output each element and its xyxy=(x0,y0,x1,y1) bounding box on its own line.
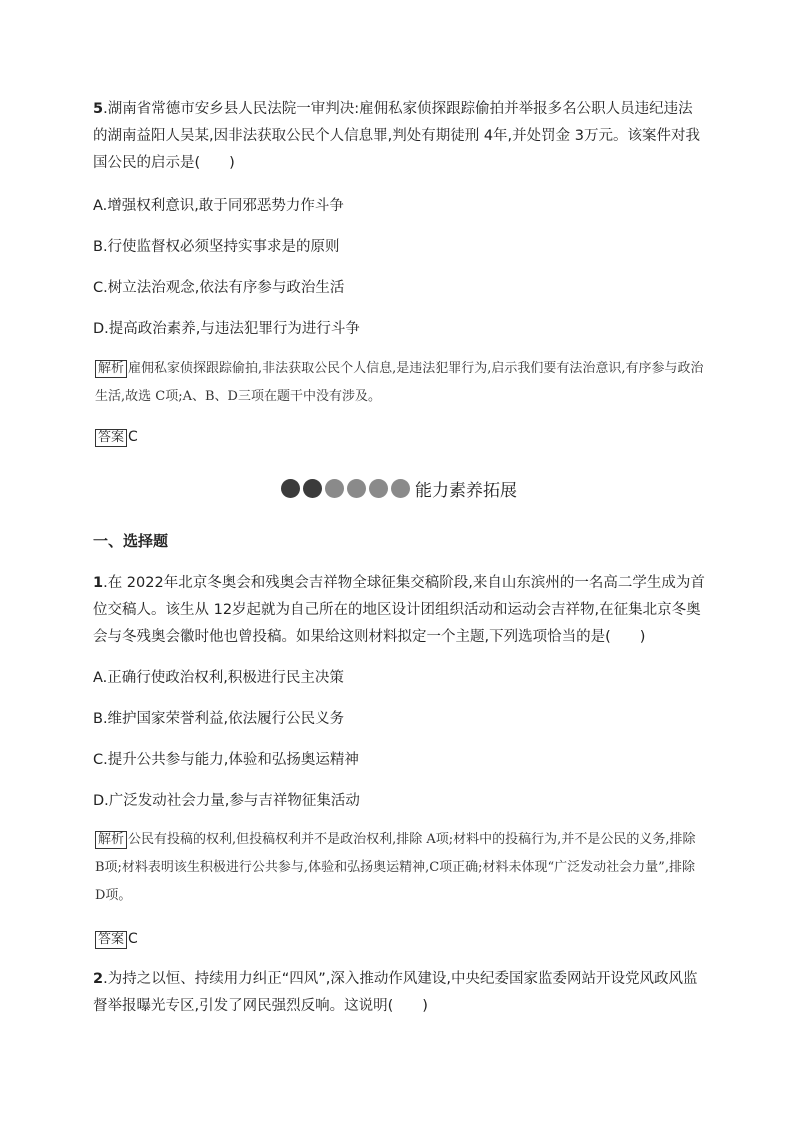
dot-icon xyxy=(391,479,410,498)
answer xyxy=(95,929,138,949)
option-b: B.维护国家荣誉利益,依法履行公民义务 xyxy=(93,711,345,727)
option-a: A.正确行使政治权利,积极进行民主决策 xyxy=(93,670,344,686)
question-stem: .湖南省常德市安乡县人民法院一审判决:雇佣私家侦探跟踪偷拍并举报多名公职人员违纪违法的湖南益阳人吴某,因非法获取公民个人信息罪,判处有期徒刑 4年,并处罚金 3万元。该案件对我国公民的启示是( ) xyxy=(93,101,700,171)
question-5 xyxy=(93,96,705,177)
answer-tag: 答案 xyxy=(95,429,127,447)
question-number: 1 xyxy=(93,575,104,591)
answer xyxy=(95,427,138,447)
question-number: 5 xyxy=(93,101,104,117)
option-c: C.树立法治观念,依法有序参与政治生活 xyxy=(93,280,345,296)
banner-title: 能力素养拓展 xyxy=(415,480,517,501)
dot-icon xyxy=(347,479,366,498)
option-b: B.行使监督权必须坚持实事求是的原则 xyxy=(93,239,340,255)
dot-icon xyxy=(303,479,322,498)
analysis-tag: 解析 xyxy=(95,360,127,378)
section-banner xyxy=(281,475,517,501)
question-1 xyxy=(93,570,705,651)
analysis xyxy=(95,355,707,411)
analysis-text: 公民有投稿的权利,但投稿权利并不是政治权利,排除 A项;材料中的投稿行为,并不是公民的义务,排除 B项;材料表明该生积极进行公共参与,体验和弘扬奥运精神,C项正确;材料未体现“广泛发动社会力量”,排除 D项。 xyxy=(95,832,696,903)
option-a: A.增强权利意识,敢于同邪恶势力作斗争 xyxy=(93,198,344,214)
question-stem: .在 2022年北京冬奥会和残奥会吉祥物全球征集交稿阶段,来自山东滨州的一名高二学生成为首位交稿人。该生从 12岁起就为自己所在的地区设计团组织活动和运动会吉祥物,在征集北京冬奥会与冬残奥会徽时他也曾投稿。如果给这则材料拟定一个主题,下列选项恰当的是( ) xyxy=(93,575,705,645)
option-d: D.广泛发动社会力量,参与吉祥物征集活动 xyxy=(93,793,360,809)
option-c: C.提升公共参与能力,体验和弘扬奥运精神 xyxy=(93,752,359,768)
question-number: 2 xyxy=(93,971,104,987)
question-stem: .为持之以恒、持续用力纠正“四风”,深入推动作风建设,中央纪委国家监委网站开设党风政风监督举报曝光专区,引发了网民强烈反响。这说明( ) xyxy=(93,971,698,1014)
answer-value: C xyxy=(128,931,138,947)
section-heading: 一、选择题 xyxy=(93,532,169,550)
dot-icon xyxy=(325,479,344,498)
dot-icon xyxy=(281,479,300,498)
option-d: D.提高政治素养,与违法犯罪行为进行斗争 xyxy=(93,321,360,337)
analysis-tag: 解析 xyxy=(95,831,127,849)
dot-icon xyxy=(369,479,388,498)
question-2 xyxy=(93,966,705,1020)
analysis-text: 雇佣私家侦探跟踪偷拍,非法获取公民个人信息,是违法犯罪行为,启示我们要有法治意识,有序参与政治生活,故选 C项;A、B、D三项在题干中没有涉及。 xyxy=(95,361,704,404)
answer-value: C xyxy=(128,429,138,445)
answer-tag: 答案 xyxy=(95,931,127,949)
analysis xyxy=(95,826,707,910)
